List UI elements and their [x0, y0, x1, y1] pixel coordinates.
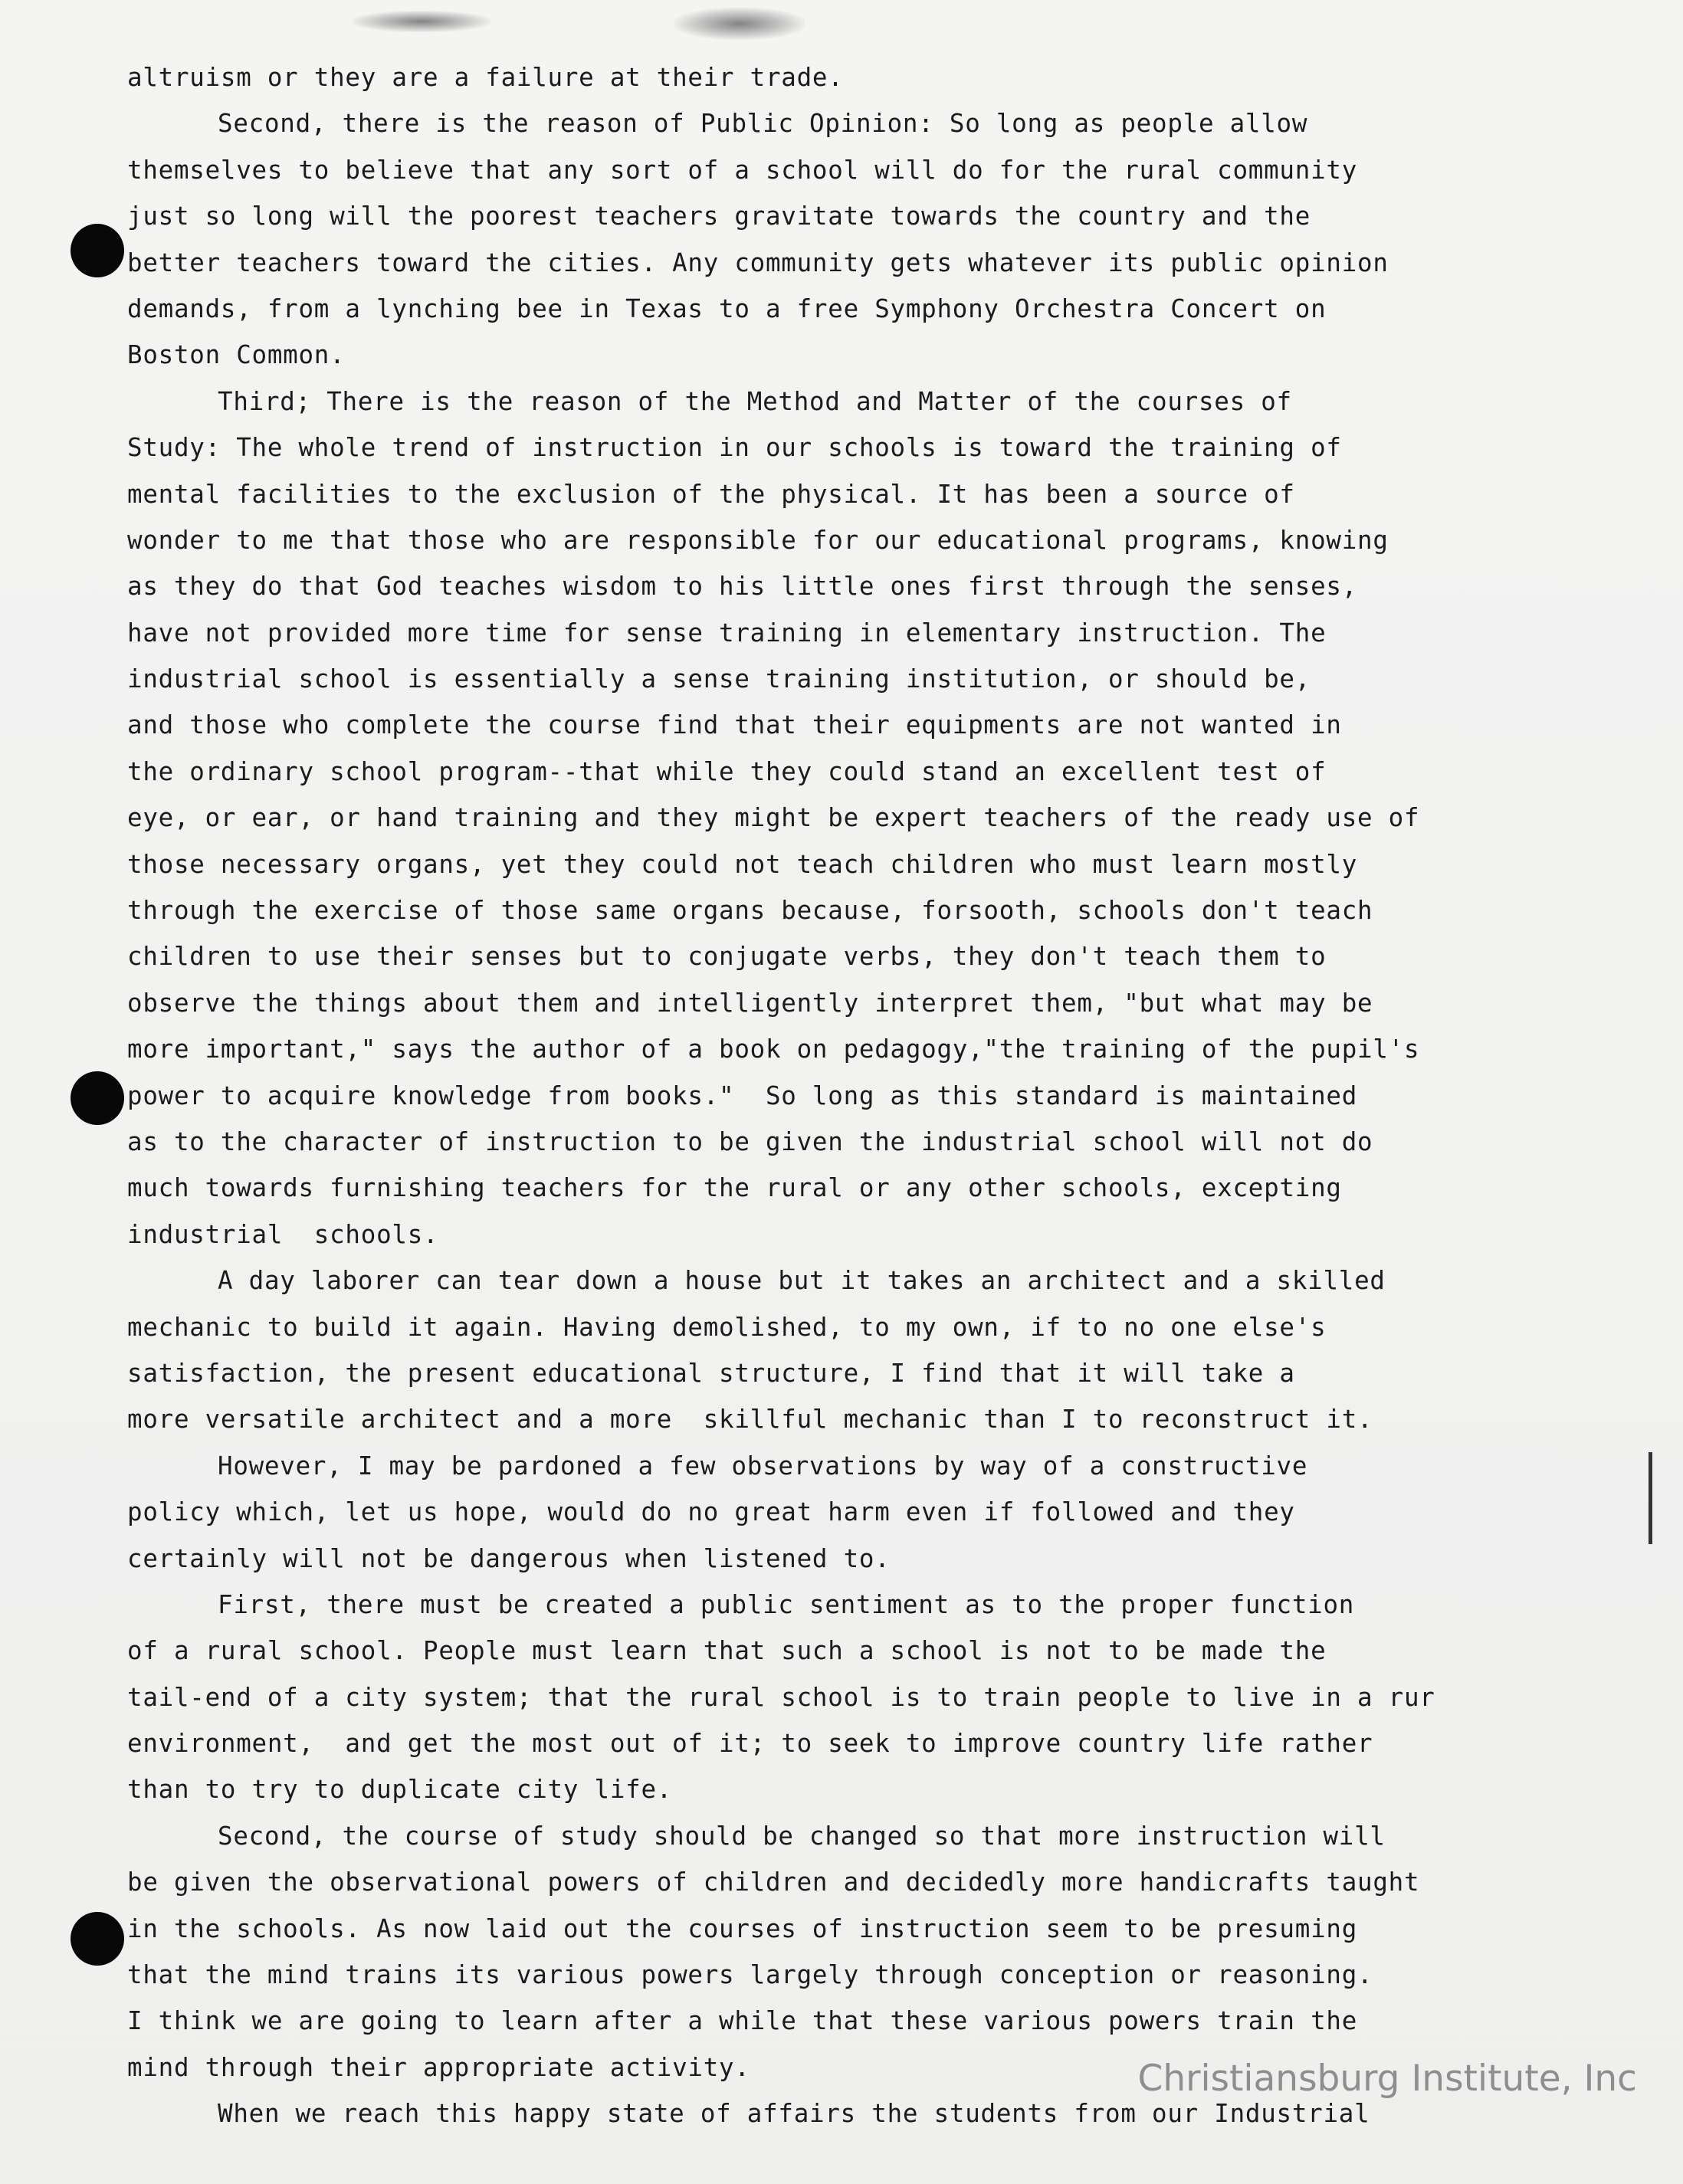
text-line: power to acquire knowledge from books." So long as this standard is maintained [127, 1081, 1358, 1110]
text-line: as they do that God teaches wisdom to his little ones first through the senses, [127, 572, 1358, 602]
text-line: When we reach this happy state of affairs the students from our Industrial [218, 2099, 1370, 2129]
text-line: mechanic to build it again. Having demolished, to my own, if to no one else's [127, 1312, 1327, 1342]
text-line: than to try to duplicate city life. [127, 1775, 673, 1805]
text-line: demands, from a lynching bee in Texas to a free Symphony Orchestra Concert on [127, 293, 1327, 323]
text-line: more important," says the author of a book on pedagogy,"the training of the pupil's [127, 1035, 1420, 1064]
text-line: Boston Common. [127, 340, 346, 370]
text-line: wonder to me that those who are responsible for our educational programs, knowing [127, 525, 1389, 555]
text-line: mental facilities to the exclusion of the physical. It has been a source of [127, 479, 1295, 509]
text-line: and those who complete the course find that their equipments are not wanted in [127, 710, 1342, 740]
text-line: environment, and get the most out of it; to seek to improve country life rather [127, 1729, 1373, 1759]
text-line: I think we are going to learn after a while that these various powers train the [127, 2006, 1358, 2036]
text-line: However, I may be pardoned a few observations by way of a constructive [218, 1451, 1308, 1481]
punch-hole [71, 1071, 124, 1125]
text-line: A day laborer can tear down a house but it takes an architect and a skilled [218, 1266, 1386, 1296]
scan-smudge [353, 11, 490, 32]
text-line: satisfaction, the present educational structure, I find that it will take a [127, 1358, 1295, 1388]
text-line: observe the things about them and intelligently interpret them, "but what may be [127, 988, 1373, 1018]
text-line: just so long will the poorest teachers gravitate towards the country and the [127, 202, 1311, 231]
text-line: tail-end of a city system; that the rural school is to train people to live in a rur [127, 1682, 1435, 1712]
text-line: industrial schools. [127, 1219, 439, 1249]
text-line: have not provided more time for sense training in elementary instruction. The [127, 618, 1327, 648]
text-line: the ordinary school program--that while they could stand an excellent test of [127, 756, 1327, 786]
text-line: better teachers toward the cities. Any community gets whatever its public opinion [127, 248, 1389, 277]
text-line: eye, or ear, or hand training and they might be expert teachers of the ready use of [127, 803, 1420, 833]
text-line: children to use their senses but to conjugate verbs, they don't teach them to [127, 942, 1327, 972]
text-line: Second, the course of study should be changed so that more instruction will [218, 1821, 1386, 1851]
text-line: as to the character of instruction to be given the industrial school will not do [127, 1126, 1373, 1156]
text-line: themselves to believe that any sort of a school will do for the rural community [127, 155, 1358, 185]
text-line: Second, there is the reason of Public Opinion: So long as people allow [218, 109, 1308, 139]
text-line: in the schools. As now laid out the courses of instruction seem to be presuming [127, 1913, 1358, 1943]
text-line: of a rural school. People must learn that such a school is not to be made the [127, 1636, 1327, 1666]
text-line: Third; There is the reason of the Method and Matter of the courses of [218, 386, 1292, 416]
text-line: mind through their appropriate activity. [127, 2052, 750, 2082]
text-line: those necessary organs, yet they could not teach children who must learn mostly [127, 849, 1358, 879]
typed-text-body [127, 54, 1629, 2137]
punch-hole [71, 224, 124, 277]
text-line: certainly will not be dangerous when listened to. [127, 1543, 891, 1573]
text-line: altruism or they are a failure at their trade. [127, 63, 844, 92]
text-line: that the mind trains its various powers largely through conception or reasoning. [127, 1960, 1373, 1990]
text-line: Study: The whole trend of instruction in our schools is toward the training of [127, 433, 1342, 463]
text-line: industrial school is essentially a sense training institution, or should be, [127, 664, 1311, 694]
text-line: be given the observational powers of children and decidedly more handicrafts taught [127, 1868, 1420, 1897]
text-line: much towards furnishing teachers for the rural or any other schools, excepting [127, 1173, 1342, 1203]
scan-edge-mark [1649, 1452, 1652, 1544]
watermark: Christiansburg Institute, Inc [1137, 2058, 1637, 2100]
punch-hole [71, 1912, 124, 1966]
text-line: more versatile architect and a more skillful mechanic than I to reconstruct it. [127, 1405, 1373, 1435]
text-line: policy which, let us hope, would do no great harm even if followed and they [127, 1497, 1295, 1527]
text-line: through the exercise of those same organs because, forsooth, schools don't teach [127, 896, 1373, 926]
text-line: First, there must be created a public sentiment as to the proper function [218, 1589, 1355, 1619]
scan-smudge [674, 8, 805, 40]
